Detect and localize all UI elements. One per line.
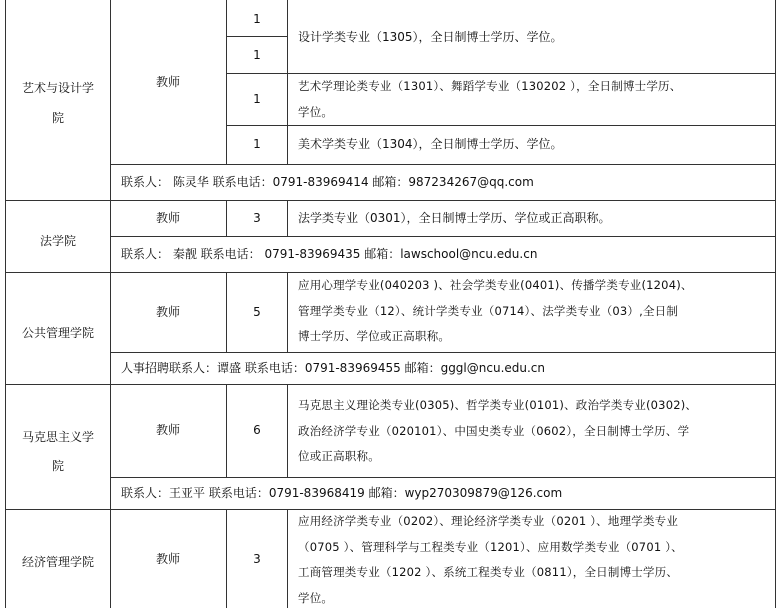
position-label: 教师 bbox=[155, 75, 181, 89]
col-divider-count bbox=[287, 0, 288, 164]
count-value: 6 bbox=[253, 423, 261, 437]
contact-info: 联系人： 秦靓 联系电话： 0791-83969435 邮箱：lawschool@ncu.edu.cn bbox=[121, 247, 538, 261]
row-divider bbox=[110, 352, 776, 353]
college-name: 经济管理学院 bbox=[21, 555, 95, 569]
college-name: 马克思主义学 bbox=[21, 430, 95, 444]
count-value: 5 bbox=[253, 305, 261, 319]
requirement-text: 美术学类专业（1304），全日制博士学历、学位。 bbox=[298, 137, 563, 151]
count-value: 1 bbox=[253, 92, 261, 106]
row-divider bbox=[110, 477, 776, 478]
col-divider-position bbox=[226, 272, 227, 352]
count-value: 3 bbox=[253, 211, 261, 225]
requirement-text: 马克思主义理论类专业(0305)、哲学类专业(0101)、政治学类专业(0302)、 政治经济学专业（020101）、中国史类专业（0602），全日制博士学历、学 位或正高职称。 bbox=[298, 398, 698, 463]
col-divider-count bbox=[287, 200, 288, 236]
requirement-text: 应用经济学类专业（0202）、理论经济学类专业（0201 ）、地理学类专业 （0705 ）、管理科学与工程类专业（1201）、应用数学类专业（0701 ）、 工商管理类专业（1202 ）、系统工程类专业（0811），全日制博士学历、 学位。 bbox=[298, 514, 683, 605]
table-border-right bbox=[775, 0, 776, 608]
college-name: 艺术与设计学 bbox=[21, 81, 95, 95]
row-divider bbox=[226, 36, 287, 37]
college-name-cont: 院 bbox=[51, 111, 65, 125]
section-divider bbox=[5, 200, 776, 201]
section-divider bbox=[5, 384, 776, 385]
row-divider bbox=[110, 236, 776, 237]
position-label: 教师 bbox=[155, 305, 181, 319]
college-name: 公共管理学院 bbox=[21, 326, 95, 340]
row-divider bbox=[226, 125, 776, 126]
col-divider-position bbox=[226, 0, 227, 164]
col-divider-college bbox=[110, 0, 111, 608]
position-label: 教师 bbox=[155, 423, 181, 437]
row-divider bbox=[110, 164, 776, 165]
position-label: 教师 bbox=[155, 211, 181, 225]
contact-info: 联系人：王亚平 联系电话：0791-83968419 邮箱：wyp270309879@126.com bbox=[121, 486, 563, 500]
count-value: 1 bbox=[253, 137, 261, 151]
count-value: 1 bbox=[253, 48, 261, 62]
count-value: 3 bbox=[253, 552, 261, 566]
position-label: 教师 bbox=[155, 552, 181, 566]
col-divider-position bbox=[226, 384, 227, 477]
requirement-text: 设计学类专业（1305），全日制博士学历、学位。 bbox=[298, 30, 563, 44]
col-divider-count bbox=[287, 509, 288, 608]
requirement-text: 应用心理学专业(040203 )、社会学类专业(0401)、传播学类专业(1204)、 管理学类专业（12）、统计学类专业（0714）、法学类专业（03）,全日制 博士学历、学位或正高职称。 bbox=[298, 278, 693, 343]
contact-info: 联系人： 陈灵华 联系电话：0791-83969414 邮箱：987234267@qq.com bbox=[121, 175, 534, 189]
col-divider-count bbox=[287, 272, 288, 352]
col-divider-count bbox=[287, 384, 288, 477]
college-name-cont: 院 bbox=[51, 459, 65, 473]
contact-info: 人事招聘联系人：谭盛 联系电话：0791-83969455 邮箱：gggl@ncu.edu.cn bbox=[121, 361, 546, 375]
requirement-text: 艺术学理论类专业（1301）、舞蹈学专业（130202 ），全日制博士学历、 学位。 bbox=[298, 79, 682, 119]
col-divider-position bbox=[226, 200, 227, 236]
college-name: 法学院 bbox=[39, 234, 77, 248]
table-border-left bbox=[5, 0, 6, 608]
col-divider-position bbox=[226, 509, 227, 608]
requirement-text: 法学类专业（0301），全日制博士学历、学位或正高职称。 bbox=[298, 211, 611, 225]
count-value: 1 bbox=[253, 12, 261, 26]
